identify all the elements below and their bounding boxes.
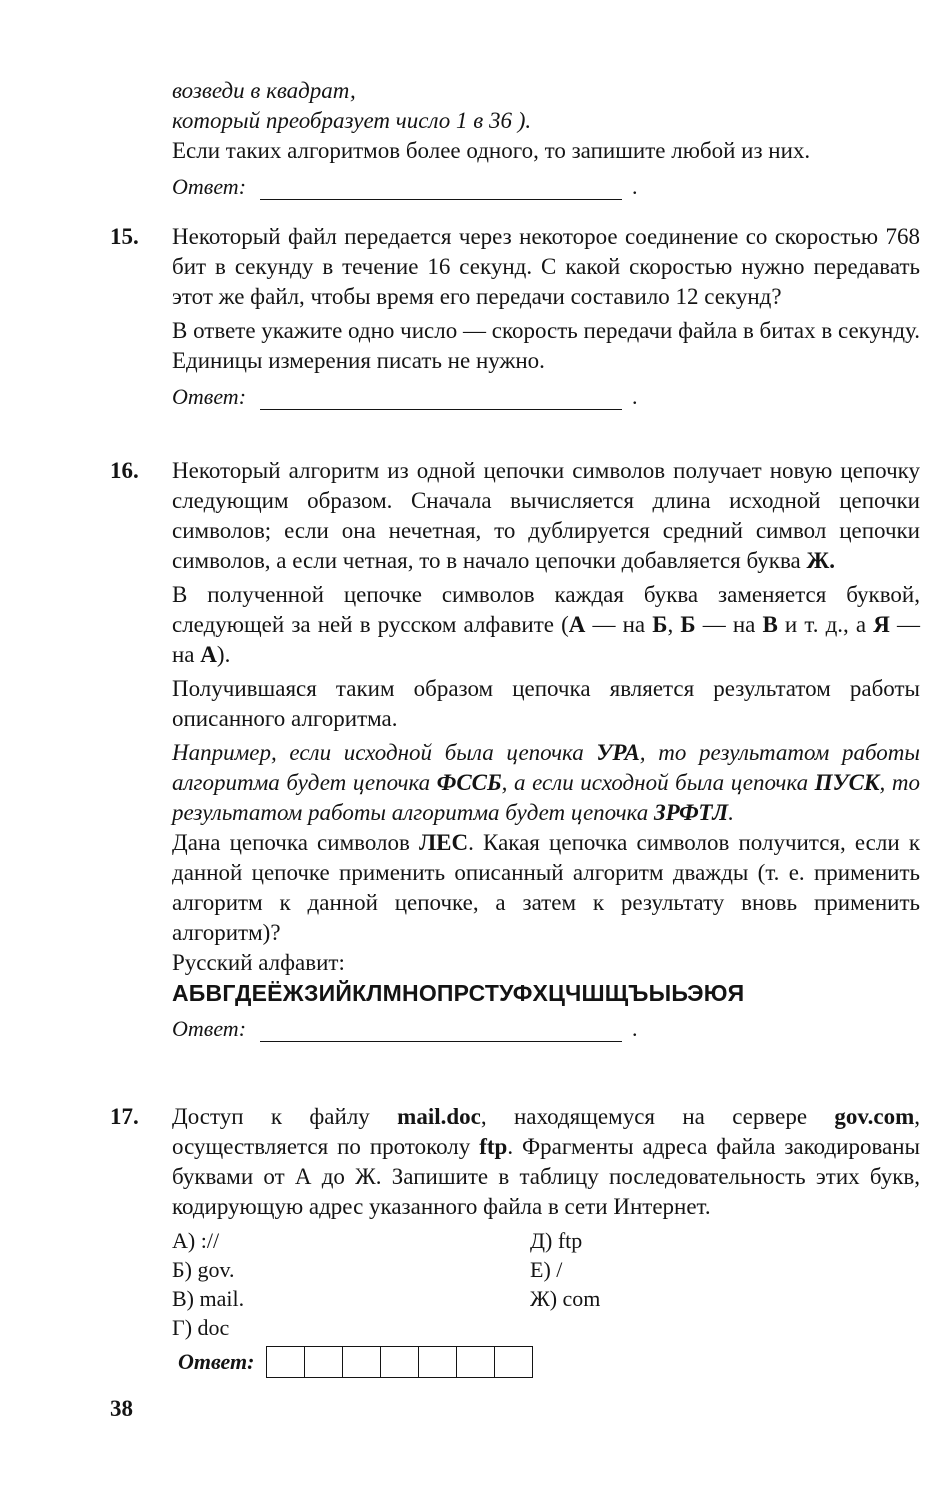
answer-label: Ответ: xyxy=(172,1016,247,1041)
task-number: 17. xyxy=(110,1104,139,1129)
answer-cell[interactable] xyxy=(419,1347,457,1377)
alphabet-label: Русский алфавит: xyxy=(172,950,345,975)
answer-cell[interactable] xyxy=(305,1347,343,1377)
answer-cell[interactable] xyxy=(267,1347,305,1377)
task-text: Получившаяся таким образом цепочка является результатом работы описанного алгоритма. xyxy=(172,676,920,731)
task-number: 16. xyxy=(110,458,139,483)
option-zh: Ж) com xyxy=(530,1286,601,1311)
answer-cell[interactable] xyxy=(381,1347,419,1377)
task-text: В ответе укажите одно число — скорость передачи файла в битах в секунду. Единицы измерения писать не нужно. xyxy=(172,318,920,373)
task-17 xyxy=(172,1102,920,1378)
option-v: В) mail. xyxy=(172,1286,245,1311)
answer-line[interactable] xyxy=(260,1021,622,1042)
task-text: Некоторый файл передается через некоторое соединение со скоростью 768 бит в секунду в течение 16 секунд. С какой скоростью нужно передавать этот же файл, чтобы время его передачи составило 12 секунд? xyxy=(172,224,920,309)
text-line: Если таких алгоритмов более одного, то запишите любой из них. xyxy=(172,138,811,163)
previous-task-tail xyxy=(172,76,920,200)
answer-label: Ответ: xyxy=(172,174,247,199)
text-line: который преобразует число 1 в 36 ). xyxy=(172,108,532,133)
task-number: 15. xyxy=(110,224,139,249)
task-text: Некоторый алгоритм из одной цепочки символов получает новую цепочку следующим образом. Сначала вычисляется длина исходной цепочки символов; если она нечетная, то дублируется средний символ цепочки символов, а если четная, то в начало цепочки добавляется буква Ж. xyxy=(172,458,920,573)
options-list xyxy=(172,1226,920,1342)
option-g: Г) doc xyxy=(172,1315,230,1340)
answer-line[interactable] xyxy=(260,179,622,200)
answer-label: Ответ: xyxy=(172,384,247,409)
answer-field: Ответ: . xyxy=(172,384,638,409)
answer-table xyxy=(172,1346,920,1378)
answer-cell[interactable] xyxy=(495,1347,532,1377)
answer-line[interactable] xyxy=(260,389,622,410)
task-text: В полученной цепочке символов каждая буква заменяется буквой, следующей за ней в русском алфавите (А — на Б, Б — на В и т. д., а Я — на А). xyxy=(172,582,920,667)
option-e: Е) / xyxy=(530,1257,563,1282)
alphabet: АБВГДЕЁЖЗИЙКЛМНОПРСТУФХЦЧШЩЪЫЬЭЮЯ xyxy=(172,980,745,1006)
option-d: Д) ftp xyxy=(530,1228,583,1253)
option-b: Б) gov. xyxy=(172,1257,235,1282)
example-text: Например, если исходной была цепочка УРА, то результатом работы алгоритма будет цепочка ФССБ, а если исходной была цепочка ПУСК, то результатом работы алгоритма будет цепочка ЗРФТЛ. xyxy=(172,740,920,825)
answer-cell[interactable] xyxy=(343,1347,381,1377)
answer-label: Ответ: xyxy=(178,1349,255,1374)
answer-field: Ответ: . xyxy=(172,174,638,199)
answer-cells xyxy=(266,1346,533,1378)
task-16 xyxy=(172,456,920,1042)
answer-field: Ответ: . xyxy=(172,1016,638,1041)
answer-cell[interactable] xyxy=(457,1347,495,1377)
task-text: Доступ к файлу mail.doc, находящемуся на сервере gov.com, осуществляется по протоколу ftp. Фрагменты адреса файла закодированы буквами от А до Ж. Запишите в таблицу последовательность этих букв, кодирующую адрес указанного файла в сети Интернет. xyxy=(172,1104,920,1219)
option-a: А) :// xyxy=(172,1228,220,1253)
page-number: 38 xyxy=(110,1396,133,1421)
task-15 xyxy=(172,222,920,410)
task-text: Дана цепочка символов ЛЕС. Какая цепочка символов получится, если к данной цепочке применить описанный алгоритм дважды (т. е. применить алгоритм к данной цепочке, а затем к результату вновь применить алгоритм)? xyxy=(172,830,920,945)
text-line: возведи в квадрат, xyxy=(172,78,356,103)
